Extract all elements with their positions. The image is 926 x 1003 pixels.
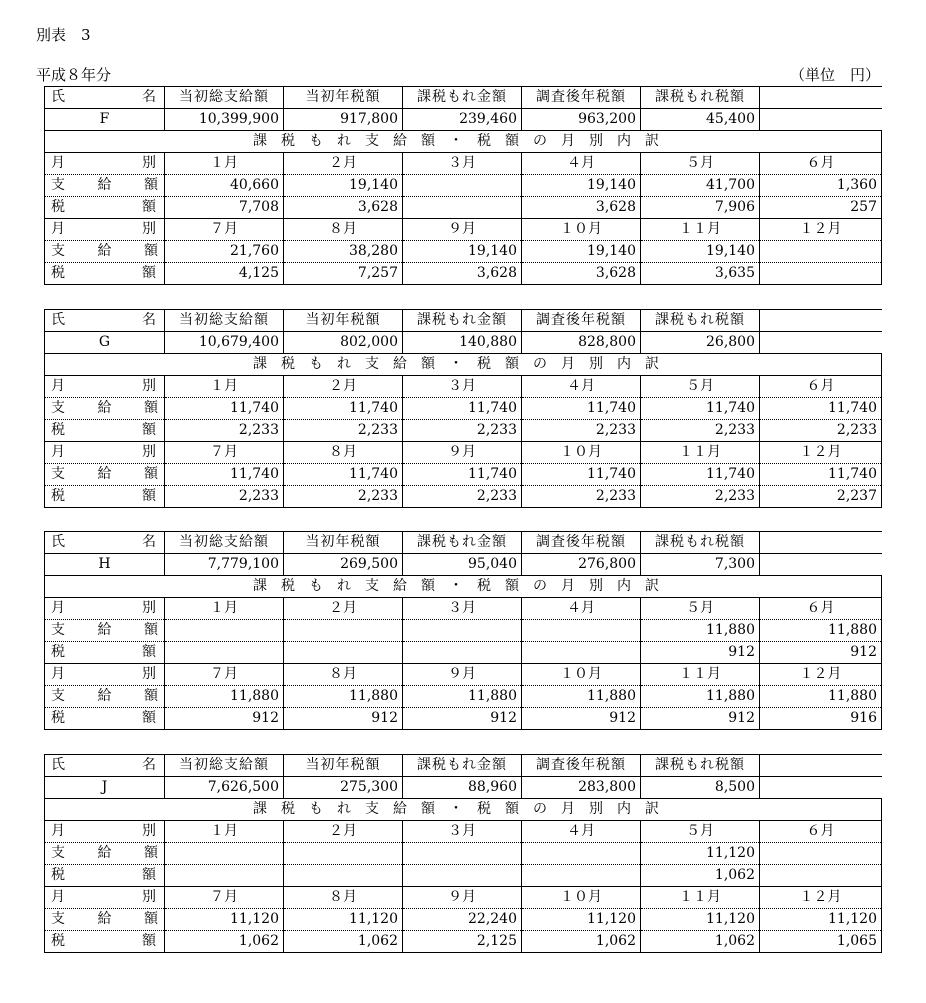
blank-cell [760, 310, 882, 332]
initial-total-pay-value: 7,779,100 [165, 554, 284, 576]
initial-annual-tax-header: 当初年税額 [284, 310, 403, 332]
tax-row-label-char: 税 [51, 199, 65, 215]
pay-row-label [45, 398, 165, 420]
month-row-label [45, 598, 165, 620]
pay-row-label-char: 給 [97, 466, 112, 482]
blank-cell [760, 87, 882, 109]
pay-row-label-char: 給 [97, 911, 112, 927]
pay-row-label-char: 給 [97, 400, 112, 416]
name-header-char: 名 [142, 757, 156, 773]
initial-total-pay-header: 当初総支給額 [165, 755, 284, 777]
pay-value [284, 843, 403, 865]
pay-value: 11,740 [403, 398, 522, 420]
month-header: ８月 [284, 887, 403, 909]
pay-value: 11,120 [641, 909, 760, 931]
person-block-j [44, 754, 880, 953]
tax-value: 1,062 [165, 931, 284, 953]
tax-value: 2,233 [165, 486, 284, 508]
post-audit-tax-header: 調査後年税額 [522, 532, 641, 554]
month-row-label [45, 376, 165, 398]
month-header: １月 [165, 821, 284, 843]
month-header: １月 [165, 598, 284, 620]
pay-row-label-char: 給 [97, 688, 112, 704]
tax-value [284, 865, 403, 887]
breakdown-title: 課税もれ支給額・税額の月別内訳 [45, 354, 882, 376]
tax-value: 3,628 [284, 197, 403, 219]
tax-value [760, 865, 882, 887]
tax-value: 2,233 [284, 420, 403, 442]
month-header: ６月 [760, 376, 882, 398]
omitted-amount-value: 239,460 [403, 109, 522, 131]
tax-row-label [45, 263, 165, 285]
month-row-label [45, 821, 165, 843]
month-header: １１月 [641, 887, 760, 909]
pay-value: 11,120 [760, 909, 882, 931]
person-block-f [44, 86, 880, 285]
tax-value [760, 263, 882, 285]
tax-value: 7,257 [284, 263, 403, 285]
pay-value: 11,740 [284, 464, 403, 486]
pay-row-label-char: 支 [51, 622, 65, 638]
person-name: G [45, 332, 165, 354]
tax-value: 1,062 [641, 865, 760, 887]
pay-value: 11,740 [165, 464, 284, 486]
tax-row-label-char: 額 [142, 933, 156, 949]
month-header: ５月 [641, 821, 760, 843]
tax-value: 2,233 [760, 420, 882, 442]
initial-total-pay-value: 10,679,400 [165, 332, 284, 354]
pay-value: 19,140 [522, 241, 641, 263]
pay-value: 11,880 [165, 686, 284, 708]
person-name: F [45, 109, 165, 131]
name-header-char: 氏 [51, 89, 65, 105]
name-header [45, 532, 165, 554]
tax-value: 916 [760, 708, 882, 730]
initial-annual-tax-value: 917,800 [284, 109, 403, 131]
month-header: ９月 [403, 887, 522, 909]
pay-row-label-char: 給 [97, 177, 112, 193]
tax-value: 2,233 [522, 420, 641, 442]
month-row-label-char: 月 [51, 666, 65, 682]
omitted-amount-value: 95,040 [403, 554, 522, 576]
tax-value: 912 [522, 708, 641, 730]
pay-value: 11,740 [760, 398, 882, 420]
omitted-amount-value: 88,960 [403, 777, 522, 799]
blank-cell [760, 777, 882, 799]
omitted-amount-header: 課税もれ金額 [403, 755, 522, 777]
pay-row-label [45, 843, 165, 865]
pay-value: 11,740 [522, 398, 641, 420]
tax-row-label-char: 税 [51, 867, 65, 883]
tax-value: 2,233 [522, 486, 641, 508]
tax-value: 912 [641, 708, 760, 730]
tax-row-label-char: 額 [142, 199, 156, 215]
tax-value: 1,062 [641, 931, 760, 953]
initial-annual-tax-value: 802,000 [284, 332, 403, 354]
tax-value: 1,062 [284, 931, 403, 953]
tax-value: 912 [760, 642, 882, 664]
tax-row-label [45, 197, 165, 219]
month-row-label [45, 153, 165, 175]
initial-annual-tax-header: 当初年税額 [284, 532, 403, 554]
tax-row-label-char: 額 [142, 488, 156, 504]
month-header: ８月 [284, 664, 403, 686]
name-header [45, 87, 165, 109]
month-header: ７月 [165, 219, 284, 241]
month-header: ２月 [284, 821, 403, 843]
pay-value [522, 843, 641, 865]
omitted-amount-header: 課税もれ金額 [403, 87, 522, 109]
tax-value [403, 197, 522, 219]
unit-label: （単位 円） [790, 66, 881, 84]
blank-cell [760, 109, 882, 131]
pay-value [760, 241, 882, 263]
name-header-char: 名 [142, 89, 156, 105]
pay-row-label-char: 支 [51, 400, 65, 416]
tax-value: 2,125 [403, 931, 522, 953]
month-header: ２月 [284, 376, 403, 398]
month-header: １２月 [760, 664, 882, 686]
pay-value: 11,740 [284, 398, 403, 420]
month-header: ４月 [522, 153, 641, 175]
initial-annual-tax-header: 当初年税額 [284, 755, 403, 777]
tax-value: 2,233 [403, 420, 522, 442]
month-header: １０月 [522, 219, 641, 241]
post-audit-tax-header: 調査後年税額 [522, 310, 641, 332]
month-header: ３月 [403, 376, 522, 398]
name-header-char: 名 [142, 534, 156, 550]
tax-row-label [45, 486, 165, 508]
pay-value: 1,360 [760, 175, 882, 197]
pay-value [284, 620, 403, 642]
pay-value [760, 843, 882, 865]
pay-value: 11,880 [760, 686, 882, 708]
omitted-tax-value: 7,300 [641, 554, 760, 576]
pay-value: 11,740 [403, 464, 522, 486]
month-header: ６月 [760, 153, 882, 175]
pay-value: 11,120 [641, 843, 760, 865]
tax-row-label-char: 税 [51, 422, 65, 438]
month-header: ４月 [522, 598, 641, 620]
tax-row-label-char: 額 [142, 867, 156, 883]
pay-row-label-char: 給 [97, 243, 112, 259]
pay-value: 11,740 [522, 464, 641, 486]
pay-value: 19,140 [522, 175, 641, 197]
month-row-label-char: 別 [142, 155, 156, 171]
tax-value: 7,906 [641, 197, 760, 219]
post-audit-tax-header: 調査後年税額 [522, 87, 641, 109]
month-header: ７月 [165, 664, 284, 686]
tax-value: 2,233 [403, 486, 522, 508]
name-header-char: 氏 [51, 312, 65, 328]
pay-row-label [45, 620, 165, 642]
pay-value: 11,740 [641, 398, 760, 420]
pay-row-label-char: 支 [51, 466, 65, 482]
tax-value: 257 [760, 197, 882, 219]
post-audit-tax-value: 276,800 [522, 554, 641, 576]
post-audit-tax-value: 283,800 [522, 777, 641, 799]
month-header: ６月 [760, 598, 882, 620]
tax-row-label-char: 額 [142, 644, 156, 660]
tax-row-label [45, 708, 165, 730]
initial-total-pay-value: 7,626,500 [165, 777, 284, 799]
tax-value: 3,628 [522, 263, 641, 285]
person-block-h [44, 531, 880, 730]
pay-value [403, 843, 522, 865]
month-row-label-char: 月 [51, 378, 65, 394]
tax-row-label-char: 税 [51, 933, 65, 949]
pay-value: 11,880 [403, 686, 522, 708]
pay-value: 11,120 [522, 909, 641, 931]
pay-row-label [45, 686, 165, 708]
pay-value: 11,740 [760, 464, 882, 486]
month-row-label [45, 664, 165, 686]
month-header: １１月 [641, 442, 760, 464]
name-header-char: 氏 [51, 534, 65, 550]
month-row-label-char: 月 [51, 155, 65, 171]
tax-value [403, 642, 522, 664]
pay-row-label [45, 909, 165, 931]
pay-value [403, 620, 522, 642]
pay-row-label-char: 支 [51, 911, 65, 927]
year-label: 平成８年分 [36, 66, 112, 84]
pay-row-label-char: 額 [144, 622, 158, 638]
pay-value: 19,140 [641, 241, 760, 263]
tax-value: 912 [165, 708, 284, 730]
tax-value [403, 865, 522, 887]
tax-row-label-char: 額 [142, 265, 156, 281]
month-row-label-char: 別 [142, 600, 156, 616]
omitted-tax-value: 26,800 [641, 332, 760, 354]
tax-value: 7,708 [165, 197, 284, 219]
pay-row-label-char: 額 [144, 911, 158, 927]
blank-cell [760, 554, 882, 576]
month-header: １０月 [522, 887, 641, 909]
pay-row-label-char: 給 [97, 845, 112, 861]
month-row-label-char: 別 [142, 221, 156, 237]
month-header: ３月 [403, 598, 522, 620]
month-header: １２月 [760, 219, 882, 241]
post-audit-tax-value: 828,800 [522, 332, 641, 354]
pay-row-label-char: 額 [144, 177, 158, 193]
month-row-label-char: 別 [142, 444, 156, 460]
tax-row-label [45, 420, 165, 442]
month-header: ２月 [284, 598, 403, 620]
month-header: ７月 [165, 887, 284, 909]
tax-value: 1,062 [522, 931, 641, 953]
tax-value: 2,233 [641, 420, 760, 442]
post-audit-tax-header: 調査後年税額 [522, 755, 641, 777]
pay-value [403, 175, 522, 197]
month-row-label [45, 442, 165, 464]
tax-value: 3,628 [522, 197, 641, 219]
tax-row-label-char: 税 [51, 710, 65, 726]
pay-value: 11,740 [641, 464, 760, 486]
pay-value: 41,700 [641, 175, 760, 197]
month-header: ３月 [403, 153, 522, 175]
pay-value: 40,660 [165, 175, 284, 197]
tax-value [165, 642, 284, 664]
month-header: １０月 [522, 664, 641, 686]
month-header: ７月 [165, 442, 284, 464]
month-header: ２月 [284, 153, 403, 175]
pay-value: 21,760 [165, 241, 284, 263]
pay-row-label [45, 464, 165, 486]
pay-value: 11,740 [165, 398, 284, 420]
pay-row-label-char: 額 [144, 688, 158, 704]
month-header: １１月 [641, 664, 760, 686]
pay-row-label-char: 額 [144, 845, 158, 861]
tax-value: 912 [403, 708, 522, 730]
initial-total-pay-header: 当初総支給額 [165, 87, 284, 109]
month-row-label-char: 月 [51, 889, 65, 905]
month-header: ５月 [641, 376, 760, 398]
person-block-g [44, 309, 880, 508]
month-header: ５月 [641, 153, 760, 175]
omitted-amount-header: 課税もれ金額 [403, 532, 522, 554]
pay-value: 11,880 [522, 686, 641, 708]
name-header-char: 氏 [51, 757, 65, 773]
month-row-label-char: 月 [51, 444, 65, 460]
initial-annual-tax-header: 当初年税額 [284, 87, 403, 109]
pay-value: 11,880 [284, 686, 403, 708]
tax-value: 3,635 [641, 263, 760, 285]
pay-value: 19,140 [403, 241, 522, 263]
month-header: ３月 [403, 821, 522, 843]
tax-row-label [45, 642, 165, 664]
omitted-tax-header: 課税もれ税額 [641, 310, 760, 332]
month-header: ８月 [284, 219, 403, 241]
month-header: ８月 [284, 442, 403, 464]
omitted-tax-header: 課税もれ税額 [641, 87, 760, 109]
breakdown-title: 課税もれ支給額・税額の月別内訳 [45, 799, 882, 821]
name-header [45, 310, 165, 332]
pay-value: 11,880 [641, 686, 760, 708]
month-header: １２月 [760, 442, 882, 464]
tax-value: 912 [284, 708, 403, 730]
pay-value: 11,880 [760, 620, 882, 642]
month-header: １月 [165, 153, 284, 175]
tax-value [522, 642, 641, 664]
month-row-label [45, 219, 165, 241]
pay-row-label-char: 支 [51, 688, 65, 704]
tax-row-label-char: 税 [51, 265, 65, 281]
pay-value [522, 620, 641, 642]
tax-row-label-char: 額 [142, 710, 156, 726]
blank-cell [760, 532, 882, 554]
blank-cell [760, 755, 882, 777]
month-row-label-char: 別 [142, 823, 156, 839]
page-title: 別表 3 [36, 26, 91, 44]
tax-value: 2,233 [165, 420, 284, 442]
pay-value: 19,140 [284, 175, 403, 197]
month-header: ９月 [403, 664, 522, 686]
tax-row-label-char: 税 [51, 644, 65, 660]
pay-row-label-char: 支 [51, 845, 65, 861]
person-name: H [45, 554, 165, 576]
month-row-label-char: 月 [51, 221, 65, 237]
person-name: J [45, 777, 165, 799]
month-row-label-char: 別 [142, 378, 156, 394]
tax-row-label-char: 額 [142, 422, 156, 438]
month-header: ９月 [403, 442, 522, 464]
tax-row-label [45, 865, 165, 887]
post-audit-tax-value: 963,200 [522, 109, 641, 131]
pay-row-label-char: 額 [144, 466, 158, 482]
pay-row-label-char: 額 [144, 400, 158, 416]
omitted-tax-value: 45,400 [641, 109, 760, 131]
pay-value: 22,240 [403, 909, 522, 931]
month-header: ５月 [641, 598, 760, 620]
name-header-char: 名 [142, 312, 156, 328]
month-header: ４月 [522, 376, 641, 398]
month-row-label-char: 月 [51, 600, 65, 616]
tax-value: 912 [641, 642, 760, 664]
initial-total-pay-header: 当初総支給額 [165, 310, 284, 332]
pay-value [165, 843, 284, 865]
omitted-tax-header: 課税もれ税額 [641, 532, 760, 554]
blank-cell [760, 332, 882, 354]
month-row-label [45, 887, 165, 909]
omitted-tax-value: 8,500 [641, 777, 760, 799]
tax-value: 2,233 [641, 486, 760, 508]
tax-value: 1,065 [760, 931, 882, 953]
name-header [45, 755, 165, 777]
tax-value [284, 642, 403, 664]
pay-value: 11,120 [284, 909, 403, 931]
month-header: ６月 [760, 821, 882, 843]
month-header: ４月 [522, 821, 641, 843]
month-row-label-char: 月 [51, 823, 65, 839]
tax-value: 3,628 [403, 263, 522, 285]
breakdown-title: 課税もれ支給額・税額の月別内訳 [45, 131, 882, 153]
pay-value [165, 620, 284, 642]
omitted-tax-header: 課税もれ税額 [641, 755, 760, 777]
tax-value [165, 865, 284, 887]
omitted-amount-header: 課税もれ金額 [403, 310, 522, 332]
month-header: ９月 [403, 219, 522, 241]
pay-row-label [45, 241, 165, 263]
tax-value: 4,125 [165, 263, 284, 285]
month-header: １１月 [641, 219, 760, 241]
tax-value [522, 865, 641, 887]
month-header: １月 [165, 376, 284, 398]
tax-value: 2,237 [760, 486, 882, 508]
pay-value: 38,280 [284, 241, 403, 263]
month-row-label-char: 別 [142, 889, 156, 905]
month-row-label-char: 別 [142, 666, 156, 682]
breakdown-title: 課税もれ支給額・税額の月別内訳 [45, 576, 882, 598]
initial-total-pay-header: 当初総支給額 [165, 532, 284, 554]
initial-total-pay-value: 10,399,900 [165, 109, 284, 131]
month-header: １０月 [522, 442, 641, 464]
initial-annual-tax-value: 269,500 [284, 554, 403, 576]
pay-row-label [45, 175, 165, 197]
pay-row-label-char: 支 [51, 243, 65, 259]
tax-row-label-char: 税 [51, 488, 65, 504]
pay-value: 11,880 [641, 620, 760, 642]
initial-annual-tax-value: 275,300 [284, 777, 403, 799]
tax-value: 2,233 [284, 486, 403, 508]
pay-row-label-char: 給 [97, 622, 112, 638]
tax-row-label [45, 931, 165, 953]
month-header: １２月 [760, 887, 882, 909]
pay-row-label-char: 支 [51, 177, 65, 193]
pay-row-label-char: 額 [144, 243, 158, 259]
omitted-amount-value: 140,880 [403, 332, 522, 354]
pay-value: 11,120 [165, 909, 284, 931]
